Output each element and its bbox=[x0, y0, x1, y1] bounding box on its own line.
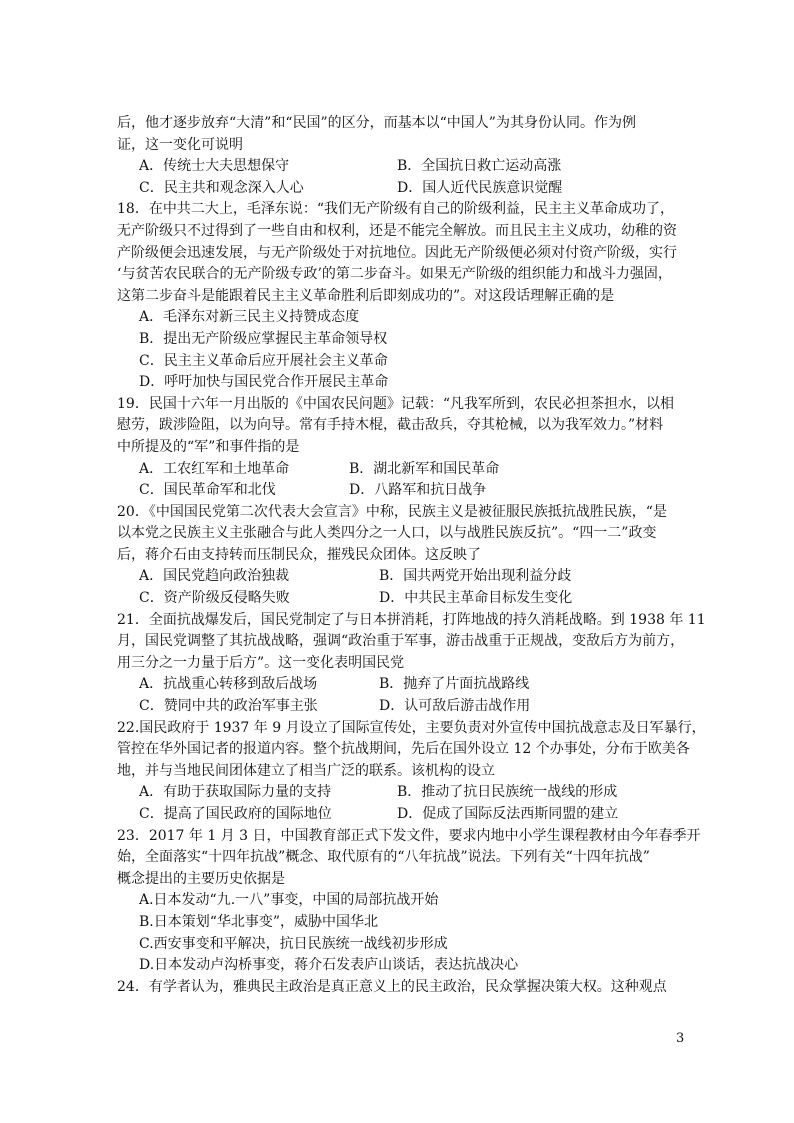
text-line: 慰劳，跋涉险阻，以为向导。常有手持木棍，截击敌兵，夺其枪械，以为我军效力。”材料 bbox=[117, 417, 664, 434]
text-line: 19．民国十六年一月出版的《中国农民问题》记载：“凡我军所到，农民必担茶担水，以相 bbox=[117, 395, 674, 412]
option-text: B．国共两党开始出现利益分歧 bbox=[379, 568, 572, 585]
text-line: 以本党之民族主义主张融合与此人类四分之一人口，以与战胜民族反抗”。“四一二”政变 bbox=[117, 525, 657, 542]
option-text: A．毛泽东对新三民主义持赞成态度 bbox=[139, 309, 360, 326]
option-text: D．国人近代民族意识觉醒 bbox=[397, 179, 563, 196]
text-line: 概念提出的主要历史依据是 bbox=[117, 870, 285, 887]
option-row bbox=[117, 804, 687, 826]
text-line: 月，国民党调整了其抗战战略，强调“政治重于军事，游击战重于正规战，变敌后方为前方， bbox=[117, 633, 685, 650]
text-line: 地，并与当地民间团体建立了相当广泛的联系。该机构的设立 bbox=[117, 762, 495, 779]
page-number: 3 bbox=[676, 1031, 685, 1046]
text-line: 24．有学者认为，雅典民主政治是真正意义上的民主政治，民众掌握决策大权。这种观点 bbox=[117, 978, 667, 995]
text-line: 18．在中共二大上，毛泽东说：“我们无产阶级有自己的阶级利益，民主主义革命成功了， bbox=[117, 201, 674, 218]
option-text: A．抗战重心转移到敌后战场 bbox=[139, 676, 318, 693]
option-text: D．八路军和抗日战争 bbox=[349, 482, 487, 499]
option-text: D．中共民主革命目标发生变化 bbox=[379, 590, 573, 607]
option-text: B．全国抗日救亡运动高涨 bbox=[397, 158, 562, 175]
text-line: 证，这一变化可说明 bbox=[117, 136, 243, 153]
option-row bbox=[117, 480, 687, 502]
text-line: 20．《中国国民党第二次代表大会宣言》中称，民族主义是被征服民族抵抗战胜民族，“是 bbox=[117, 503, 667, 520]
text-line: 后，他才逐步放弃“大清”和“民国”的区分，而基本以“中国人”为其身份认同。作为例 bbox=[117, 115, 636, 131]
text-line: 中所提及的“军”和事件指的是 bbox=[117, 438, 300, 455]
option-text: B．推动了抗日民族统一战线的形成 bbox=[397, 784, 618, 801]
option-row bbox=[117, 566, 687, 588]
option-text: D.日本发动卢沟桥事变，蒋介石发表庐山谈话，表达抗战决心 bbox=[139, 957, 519, 974]
option-text: C．民主共和观念深入人心 bbox=[139, 179, 304, 196]
option-text: C．资产阶级反侵略失败 bbox=[139, 590, 290, 607]
option-text: C．赞同中共的政治军事主张 bbox=[139, 698, 318, 715]
option-row bbox=[117, 178, 687, 200]
option-text: A．国民党趋向政治独裁 bbox=[139, 568, 290, 585]
option-text: C．民主主义革命后应开展社会主义革命 bbox=[139, 352, 388, 369]
text-line: 21．全面抗战爆发后，国民党制定了与日本拼消耗，打阵地战的持久消耗战略。到 1938 年 11 bbox=[117, 611, 706, 628]
option-text: B．湖北新军和国民革命 bbox=[349, 460, 500, 477]
option-text: B．抛弃了片面抗战路线 bbox=[379, 676, 530, 693]
option-row bbox=[117, 674, 687, 696]
text-line: ‘与贫苦农民联合的无产阶级专政’的第二步奋斗。如果无产阶级的组织能力和战斗力强固， bbox=[117, 266, 672, 283]
text-line: 无产阶级只不过得到了一些自由和权利，还是不能完全解放。而且民主主义成功，幼稚的资 bbox=[117, 222, 677, 239]
option-text: C．国民革命军和北伐 bbox=[139, 482, 276, 499]
option-row bbox=[117, 782, 687, 804]
option-row bbox=[117, 459, 687, 481]
text-line: 22.国民政府于 1937 年 9 月设立了国际宣传处，主要负责对外宣传中国抗战意志及日军暴行， bbox=[117, 719, 706, 736]
text-line: 23．2017 年 1 月 3 日，中国教育部正式下发文件，要求内地中小学生课程教材由今年春季开 bbox=[117, 827, 701, 844]
text-line: 始，全面落实“十四年抗战”概念、取代原有的“八年抗战”说法。下列有关“十四年抗战” bbox=[117, 849, 650, 866]
option-text: A．工农红军和土地革命 bbox=[139, 460, 290, 477]
option-text: C．提高了国民政府的国际地位 bbox=[139, 806, 332, 822]
exam-text-body bbox=[117, 113, 706, 998]
text-line: 管控在华外国记者的报道内容。整个抗战期间，先后在国外设立 12 个办事处，分布于欧美各 bbox=[117, 741, 690, 758]
text-line: 后，蒋介石由支持转而压制民众，摧残民众团体。这反映了 bbox=[117, 546, 481, 563]
text-line: 这第二步奋斗是能跟着民主主义革命胜利后即刻成功的”。对这段话理解正确的是 bbox=[117, 287, 615, 304]
option-text: D．促成了国际反法西斯同盟的建立 bbox=[397, 806, 619, 822]
option-text: B.日本策划“华北事变”，威胁中国华北 bbox=[139, 913, 379, 930]
option-text: A．传统士大夫思想保守 bbox=[139, 158, 290, 175]
text-line: 产阶级便会迅速发展，与无产阶级处于对抗地位。因此无产阶级便必须对付资产阶级，实行 bbox=[117, 244, 677, 261]
option-text: D．呼吁加快与国民党合作开展民主革命 bbox=[139, 374, 389, 391]
option-text: B．提出无产阶级应掌握民主革命领导权 bbox=[139, 330, 388, 347]
option-row bbox=[117, 156, 687, 178]
option-text: D．认可敌后游击战作用 bbox=[379, 698, 531, 715]
option-text: A．有助于获取国际力量的支持 bbox=[139, 784, 332, 801]
option-row bbox=[117, 696, 687, 718]
text-line: 用三分之一力量于后方”。这一变化表明国民党 bbox=[117, 654, 405, 671]
option-text: A.日本发动“九.一八”事变，中国的局部抗战开始 bbox=[139, 892, 439, 909]
option-text: C.西安事变和平解决，抗日民族统一战线初步形成 bbox=[139, 935, 448, 952]
option-row bbox=[117, 588, 687, 610]
